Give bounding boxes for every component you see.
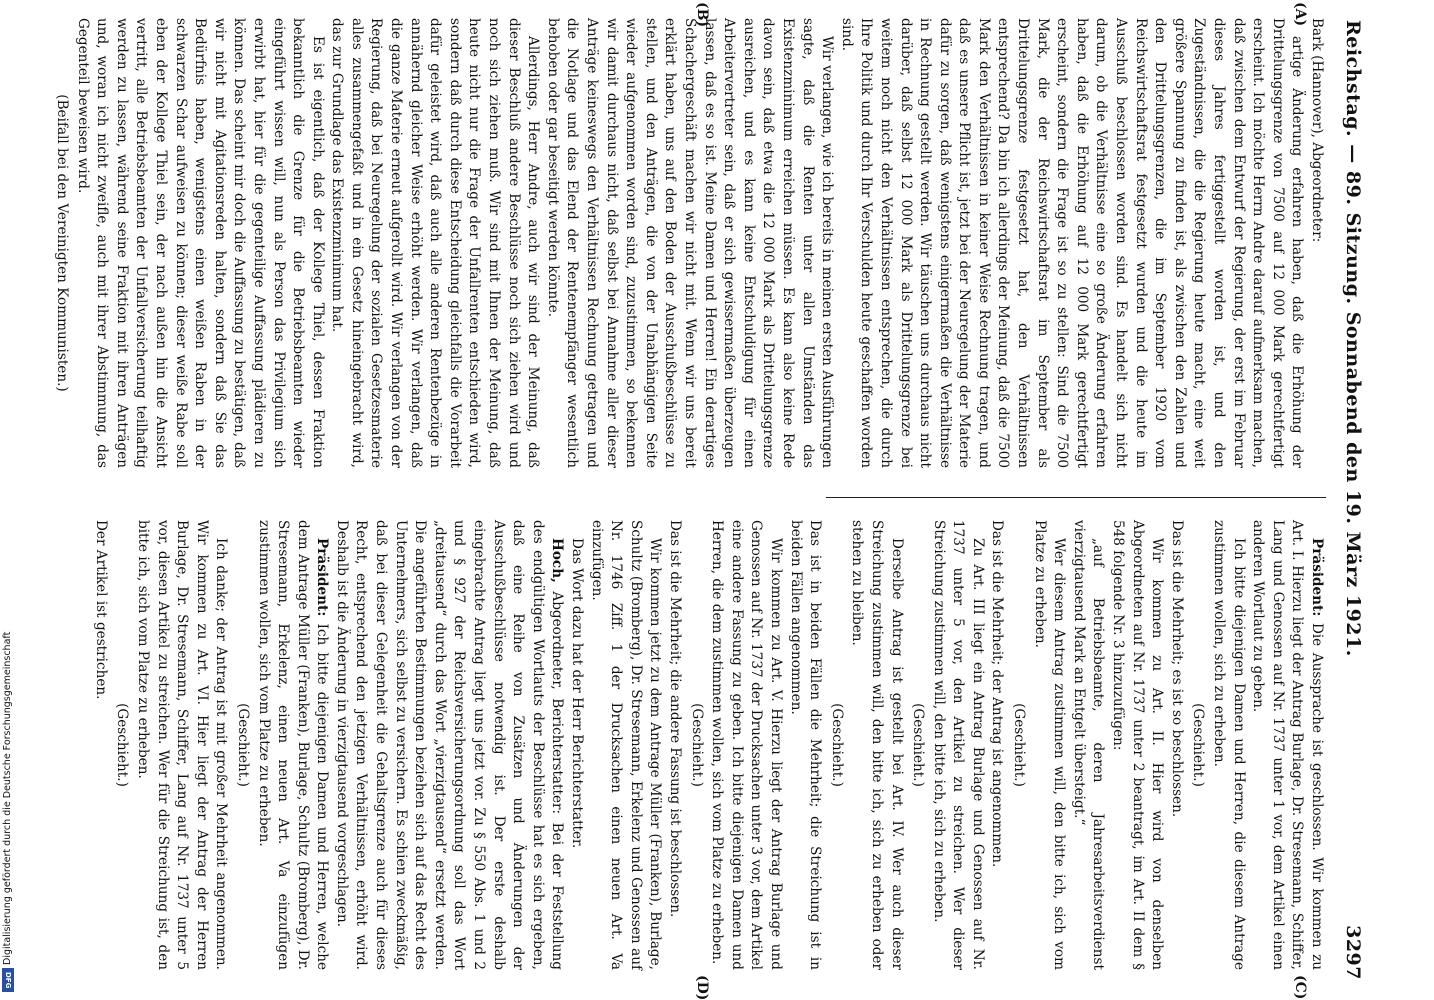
paragraph: [253, 520, 331, 970]
paragraph: [1306, 18, 1326, 468]
paragraph: [1107, 520, 1166, 970]
paragraph: [1068, 520, 1107, 970]
paragraph: [331, 520, 566, 970]
paragraph-text: Zu Art. III liegt ein Antrag Burlage und Genossen auf Nr. 1737 unter 5 vor, den Artikel zu streichen. Wer dieser Streichung zustimmen will, den bitte ich, sich zu erheben.: [930, 520, 986, 970]
speaker-name: Hoch,: [549, 538, 566, 583]
paragraph: [707, 520, 785, 970]
paragraph-text: Es ist eigentlich, daß der Kollege Thiel, dessen Fraktion bekanntlich die Grenze für die Betriebsbeamten wieder eingeführt wissen will, nun als Person das Privilegium sich erwirbt hat, hier für die gegenteilige Auffassung plädieren zu können. Das scheint mir doch die Auffassung zu bestätigen, daß wir nicht mit Agitationsreden halten, sondern daß Sie das Bedürfnis haben, wenigstens einen weißen Raben in der schwarzen Schar aufweisen zu können; dieser weiße Rabe soll eben der Kollege Thiel sein, der nach außen hin die Ansicht vertritt, alle Betriebsbeamten der Unfallversicherung teilhaftig werden zu lassen, während seine Fraktion mit ihren Anträgen und, woran ich nicht zweifle, auch mit ihrer Abstimmung, das Gegenteil beweisen wird.: [74, 18, 326, 468]
stage-direction: [686, 520, 706, 970]
paragraph-text: artige Änderung erfahren haben, daß die Erhöhung der Drittelungsgrenze von 7500 auf 12 000 Mark gerechtfertigt erscheint. Ich möchte Herrn Andre darauf aufmerksam machen, daß zwischen dem Entwurf der Regierung, der erst im Februar dieses Jahres fertiggestellt worden ist, und den Zugeständnissen, die die Regierung heute macht, eine weit größere Spannung zu finden ist, als zwischen den Zahlen und den Drittelungsgrenzen, die im September 1920 vom Reichswirtschaftsrat festgesetzt wurden und die heute im Ausschuß beschlossen worden sind. Es handelt sich nicht darum, ob die Verhältnisse eine so große Änderung erfahren haben, daß die Erhöhung auf 12 000 Mark gerechtfertigt erscheint, sondern die Frage ist so zu stellen: Sind die 7500 Mark, die der Reichswirtschaftsrat im September als Drittelungsgrenze festgesetzt hat, den Verhältnissen entsprechend? Da bin ich allerdings der Meinung, daß die 7500 Mark den Verhältnissen in keiner Weise Rechnung tragen, und daß es unsere Pflicht ist, jetzt bei der Neuregelung der Materie dafür zu sorgen, daß wenigstens einigermaßen die Verhältnisse in Rechnung gestellt werden. Wir täuschen uns durchaus nicht darüber, daß selbst 12 000 Mark als Drittelungsgrenze bei weitem noch nicht den Verhältnissen entsprechen, die durch Ihre Politik und durch Ihr Verschulden heute geschaffen worden sind.: [838, 18, 1306, 468]
column-divider: [826, 497, 1326, 498]
paragraph: [90, 520, 110, 970]
paragraph-text: Wer diesem Antrag zustimmen will, den bitte ich, sich vom Platze zu erheben.: [1031, 520, 1068, 970]
paragraph-text: Das ist die Mehrheit; es ist so beschlossen.: [1168, 520, 1185, 818]
paragraph: [566, 520, 586, 970]
paragraph: [928, 520, 987, 970]
paragraph-text: Ich danke; der Antrag ist mit großer Mehrheit angenommen. Wir kommen zu Art. VI. Hier liegt der Antrag der Herren Burlage, Dr. Stresemann, Schiffer, Lang auf Nr. 1737 unter 5 vor, diesen Artikel zu streichen. Wer für die Streichung ist, den bitte ich, sich vom Platze zu erheben.: [134, 520, 230, 970]
paragraph-text: Das ist die Mehrheit; die andere Fassung ist beschlossen.: [667, 520, 683, 918]
stage-direction: [1009, 520, 1029, 970]
paragraph: [836, 18, 1306, 468]
paragraph: [1029, 520, 1068, 970]
paragraph-text: Wir kommen zu Art. II. Hier wird von denselben Abgeordneten auf Nr. 1737 unter 2 beantragt, im Art. II dem § 548 folgende Nr. 3 hinzuzufügen:: [1110, 520, 1166, 970]
paragraph-text: Ich bitte diejenigen Damen und Herren, welche dem Antrage Müller (Franken), Burlage, Schultz (Bromberg), Dr. Stresemann, Erkelenz, einen neuen Art. Va einzufügen zustimmen wollen, sich vom Platze zu erheben.: [255, 520, 331, 970]
margin-marker-b: (B): [694, 2, 710, 28]
paragraph-text: Derselbe Antrag ist gestellt bei Art. IV. Wer auch dieser Streichung zustimmen will, den bitte ich, sich zu erheben oder stehen zu bleiben.: [849, 520, 905, 970]
paragraph-text: (Geschieht.): [910, 703, 927, 787]
paragraph-text: Das ist die Mehrheit; der Antrag ist angenommen.: [989, 520, 1006, 868]
paragraph-text: Wir kommen zu Art. V. Hierzu liegt der Antrag Burlage und Genossen auf Nr. 1737 der Drucksachen unter 3 vor, dem Artikel eine andere Fassung zu geben. Ich bitte diejenigen Damen und Herren, die dem zustimmen wollen, sich vom Platze zu erheben.: [709, 520, 784, 970]
stage-direction: [112, 520, 132, 970]
paragraph: [1248, 520, 1326, 970]
page-header: [1334, 20, 1364, 980]
paragraph-text: (Beifall bei den Vereinigten Kommunisten.): [54, 94, 70, 392]
paragraph-text: Ich bitte diejenigen Damen und Herren, die diesem Antrage zustimmen wollen, sich zu erheben.: [1211, 520, 1247, 970]
paragraph-text: Bark (Hannover), Abgeordneter:: [1309, 18, 1325, 243]
paragraph: [72, 18, 327, 468]
paragraph: [1166, 520, 1186, 970]
paragraph-text: „auf Betriebsbeamte, deren Jahresarbeitsverdienst vierzigtausend Mark an Entgelt übersteigt.“: [1070, 520, 1107, 970]
margin-marker-a: (A): [1292, 2, 1308, 27]
speaker-name: Präsident:: [314, 538, 331, 617]
paragraph-text: Abgeordneter, Berichterstatter: Bei der Feststellung des endgültigen Wortlauts der Beschlüsse hat es sich ergeben, daß eine Reihe von Zusätzen und Änderungen der Ausschußbeschlüsse notwendig ist. Der erste deshalb eingebrachte Antrag liegt uns jetzt vor. Zu § 550 Abs. 1 und 2 und § 927 der Reichsversicherungsordnung soll das Wort „dreitausend“ durch das Wort „vierzigtausend“ ersetzt werden. Die angeführten Bestimmungen beziehen sich auf das Recht des Unternehmers, sich selbst zu versichern. Es schien zweckmäßig, daß bei dieser Gelegenheit die Gehaltsgrenze auch für dieses Recht, entsprechend den jetzigen Verhältnissen, erhöht wird. Deshalb ist die Änderung in vierzigtausend vorgeschlagen.: [333, 520, 566, 970]
stage-direction: [1188, 520, 1208, 970]
paragraph: [327, 18, 543, 468]
paragraph-text: (Geschieht.): [828, 703, 845, 787]
stage-direction: [232, 520, 252, 970]
dfg-logo: DFG: [2, 968, 14, 992]
digitization-credit: Digitalisierung gefördert durch die Deutsche Forschungsgemeinschaft: [2, 631, 13, 965]
paragraph: [785, 520, 824, 970]
rotated-scanned-page: [10, 0, 1370, 1000]
stage-direction: [908, 520, 928, 970]
left-text-column: [49, 18, 1326, 468]
page-title: Reichstag. — 89. Sitzung. Sonnabend den 19. März 1921.: [1342, 20, 1364, 657]
paragraph: [542, 18, 836, 468]
paragraph-text: (Geschieht.): [1190, 703, 1207, 787]
paragraph-text: Allerdings, Herr Andre, auch wir sind der Meinung, daß dieser Beschluß andere Beschlüsse noch sich ziehen wird und noch sich ziehen muß. Wir sind mit Ihnen der Meinung, daß heute nicht nur die Frage der Unfallrenten entschieden wird, sondern daß durch diese Entscheidung gleichfalls die Vorarbeit dafür geleistet wird, daß auch alle anderen Rentenbezüge in annähernd gleicher Weise erhöht werden. Wir verlangen, daß die ganze Materie erneut aufgerollt wird. Wir verlangen von der Regierung, daß bei Neuregelung der sozialen Gesetzesmaterie alles zusammengefaßt und in ein Gesetz hineingebracht wird, das zur Grundlage das Existenzminimum hat.: [329, 18, 542, 468]
paragraph-text: (Geschieht.): [1011, 703, 1028, 787]
paragraph-text: Der Artikel ist gestrichen.: [92, 520, 109, 700]
paragraph-text: (Geschieht.): [234, 703, 251, 787]
stage-direction: [51, 18, 71, 468]
paragraph-text: (Geschieht.): [114, 703, 131, 787]
speaker-name: Präsident:: [1309, 538, 1325, 617]
paragraph-text: Wir kommen jetzt zu dem Antrage Müller (Franken), Burlage, Schultz (Bromberg), Dr. Stresemann, Erkelenz und Genossen auf Nr. 1746 Ziff. 1 der Drucksachen einen neuen Art. Va einzufügen.: [588, 520, 664, 970]
paragraph: [664, 520, 684, 970]
paragraph-text: (Geschieht.): [688, 703, 705, 787]
paragraph: [586, 520, 664, 970]
page-number: 3297: [1342, 925, 1364, 980]
margin-marker-c: (C): [1292, 975, 1308, 1000]
paragraph-text: Das Wort dazu hat der Herr Berichterstatter.: [569, 538, 586, 849]
stage-direction: [826, 520, 846, 970]
margin-marker-d: (D): [694, 975, 710, 1000]
paragraph-text: Die Aussprache ist geschlossen. Wir kommen zu Art. I. Hierzu liegt der Antrag Burlage, Dr. Stresemann, Schiffer, Lang und Genossen auf Nr. 1737 unter 1 vor, dem Artikel einen anderen Wortlaut zu geben.: [1250, 520, 1325, 970]
paragraph-text: Das ist in beiden Fällen die Mehrheit; die Streichung ist in beiden Fällen angenommen.: [787, 520, 824, 970]
paragraph: [847, 520, 906, 970]
paragraph: [987, 520, 1007, 970]
right-text-column: [90, 520, 1326, 970]
paragraph: [132, 520, 230, 970]
paragraph: [1208, 520, 1247, 970]
paragraph-text: Wir verlangen, wie ich bereits in meinen ersten Ausführungen sagte, daß die Renten unter allen Umständen das Existenzminimum erreichen müssen. Es kann also keine Rede davon sein, daß etwa die 12 000 Mark als Drittelungsgrenze ausreichen, und es kann keine Entschuldigung für einen Arbeitervertreter sein, daß er sich gewissermaßen überzeugen lassen, daß es so ist. Meine Damen und Herren! Ein derartiges Schachergeschäft machen wir nicht mit. Wenn wir uns bereit erklärt haben, uns auf den Boden der Ausschußbeschlüsse zu stellen, und den Anträgen, die von der Unabhängigen Seite wieder aufgenommen worden sind, zuzustimmen, so bekennen wir damit durchaus nicht, daß selbst bei Annahme aller dieser Anträge keineswegs den Verhältnissen Rechnung getragen und die Notlage und das Elend der Rentenempfänger wesentlich behoben oder gar beseitigt werden könnte.: [544, 18, 836, 468]
